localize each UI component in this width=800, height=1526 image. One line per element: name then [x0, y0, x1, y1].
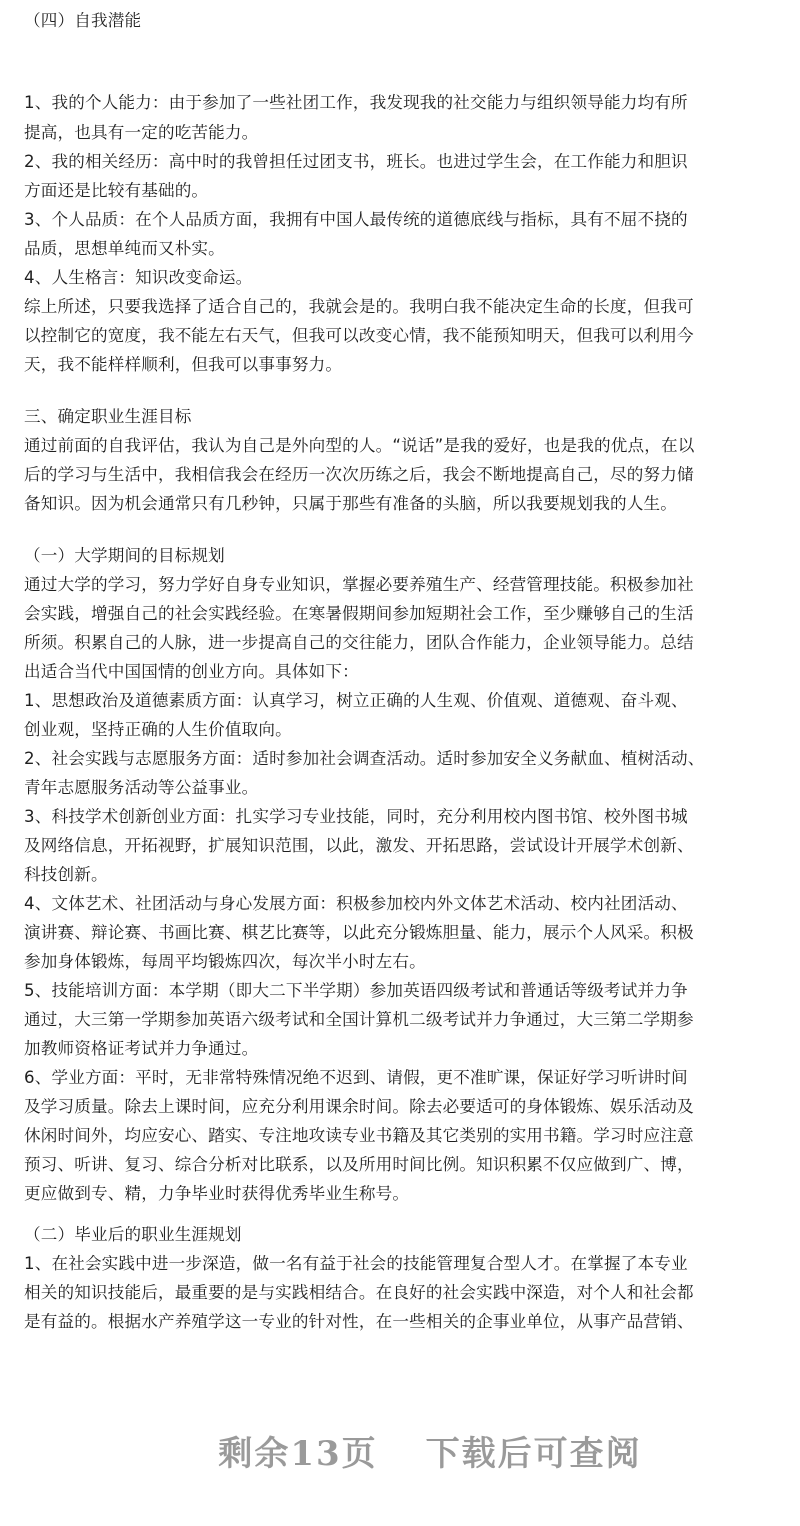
paragraph-line: 后的学习与生活中，我相信我会在经历一次次历练之后，我会不断地提高自己，尽的努力储 — [24, 465, 694, 484]
section-heading: （四）自我潜能 — [24, 11, 142, 30]
paragraph-line: 出适合当代中国国情的创业方向。具体如下： — [24, 662, 359, 681]
paragraph-line: 方面还是比较有基础的。 — [24, 181, 209, 200]
remaining-pages-label: 剩余13页 — [218, 1434, 378, 1474]
paragraph-line: 会实践，增强自己的社会实践经验。在寒暑假期间参加短期社会工作，至少赚够自己的生活 — [24, 604, 694, 623]
paragraph-line: 4、人生格言：知识改变命运。 — [24, 268, 253, 287]
section-heading: （二）毕业后的职业生涯规划 — [24, 1225, 242, 1244]
paragraph-line: 通过，大三第一学期参加英语六级考试和全国计算机二级考试并力争通过，大三第二学期参 — [24, 1010, 694, 1029]
paragraph-line: 综上所述，只要我选择了适合自己的，我就会是的。我明白我不能决定生命的长度，但我可 — [24, 297, 694, 316]
paragraph-line: 青年志愿服务活动等公益事业。 — [24, 778, 259, 797]
paragraph-line: 通过前面的自我评估，我认为自己是外向型的人。“说话”是我的爱好，也是我的优点，在以 — [24, 436, 695, 455]
paragraph-line: 休闲时间外，均应安心、踏实、专注地攻读专业书籍及其它类别的实用书籍。学习时应注意 — [24, 1126, 694, 1145]
paragraph-line: 提高，也具有一定的吃苦能力。 — [24, 123, 259, 142]
paragraph-line: 1、我的个人能力：由于参加了一些社团工作，我发现我的社交能力与组织领导能力均有所 — [24, 93, 688, 112]
paragraph-line: 通过大学的学习，努力学好自身专业知识，掌握必要养殖生产、经营管理技能。积极参加社 — [24, 575, 694, 594]
paragraph-line: 预习、听讲、复习、综合分析对比联系，以及所用时间比例。知识积累不仅应做到广、博， — [24, 1155, 694, 1174]
paragraph-line: 演讲赛、辩论赛、书画比赛、棋艺比赛等，以此充分锻炼胆量、能力，展示个人风采。积极 — [24, 923, 694, 942]
paragraph-line: 6、学业方面：平时，无非常特殊情况绝不迟到、请假，更不准旷课，保证好学习听讲时间 — [24, 1068, 688, 1087]
paragraph-line: 是有益的。根据水产养殖学这一专业的针对性，在一些相关的企事业单位，从事产品营销、 — [24, 1312, 694, 1331]
paragraph-line: 品质，思想单纯而又朴实。 — [24, 239, 225, 258]
paragraph-line: 备知识。因为机会通常只有几秒钟，只属于那些有准备的头脑，所以我要规划我的人生。 — [24, 494, 678, 513]
paragraph-line: 5、技能培训方面：本学期（即大二下半学期）参加英语四级考试和普通话等级考试并力争 — [24, 981, 688, 1000]
download-prompt[interactable] — [0, 1426, 800, 1475]
paragraph-line: 天，我不能样样顺利，但我可以事事努力。 — [24, 355, 343, 374]
paragraph-line: 1、在社会实践中进一步深造，做一名有益于社会的技能管理复合型人才。在掌握了本专业 — [24, 1254, 688, 1273]
paragraph-line: 加教师资格证考试并力争通过。 — [24, 1039, 259, 1058]
paragraph-line: 科技创新。 — [24, 865, 108, 884]
paragraph-line: 及学习质量。除去上课时间，应充分利用课余时间。除去必要适可的身体锻炼、娱乐活动及 — [24, 1097, 694, 1116]
paragraph-line: 参加身体锻炼，每周平均锻炼四次，每次半小时左右。 — [24, 952, 426, 971]
paragraph-line: 3、科技学术创新创业方面：扎实学习专业技能，同时，充分利用校内图书馆、校外图书城 — [24, 807, 688, 826]
paragraph-line: 3、个人品质：在个人品质方面，我拥有中国人最传统的道德底线与指标，具有不屈不挠的 — [24, 210, 688, 229]
paragraph-line: 所须。积累自己的人脉，进一步提高自己的交往能力，团队合作能力，企业领导能力。总结 — [24, 633, 694, 652]
paragraph-line: 更应做到专、精，力争毕业时获得优秀毕业生称号。 — [24, 1184, 410, 1203]
paragraph-line: 以控制它的宽度，我不能左右天气，但我可以改变心情，我不能预知明天，但我可以利用今 — [24, 326, 694, 345]
paragraph-line: 相关的知识技能后，最重要的是与实践相结合。在良好的社会实践中深造，对个人和社会都 — [24, 1283, 694, 1302]
paragraph-line: 及网络信息，开拓视野，扩展知识范围，以此，激发、开拓思路，尝试设计开展学术创新、 — [24, 836, 694, 855]
section-heading: 三、确定职业生涯目标 — [24, 407, 192, 426]
section-heading: （一）大学期间的目标规划 — [24, 546, 225, 565]
paragraph-line: 2、我的相关经历：高中时的我曾担任过团支书，班长。也进过学生会，在工作能力和胆识 — [24, 152, 688, 171]
paragraph-line: 创业观，坚持正确的人生价值取向。 — [24, 720, 292, 739]
paragraph-line: 4、文体艺术、社团活动与身心发展方面：积极参加校内外文体艺术活动、校内社团活动、 — [24, 894, 688, 913]
paragraph-line: 2、社会实践与志愿服务方面：适时参加社会调查活动。适时参加安全义务献血、植树活动、 — [24, 749, 705, 768]
download-to-view-label: 下载后可查阅 — [425, 1434, 642, 1474]
paragraph-line: 1、思想政治及道德素质方面：认真学习，树立正确的人生观、价值观、道德观、奋斗观、 — [24, 691, 688, 710]
